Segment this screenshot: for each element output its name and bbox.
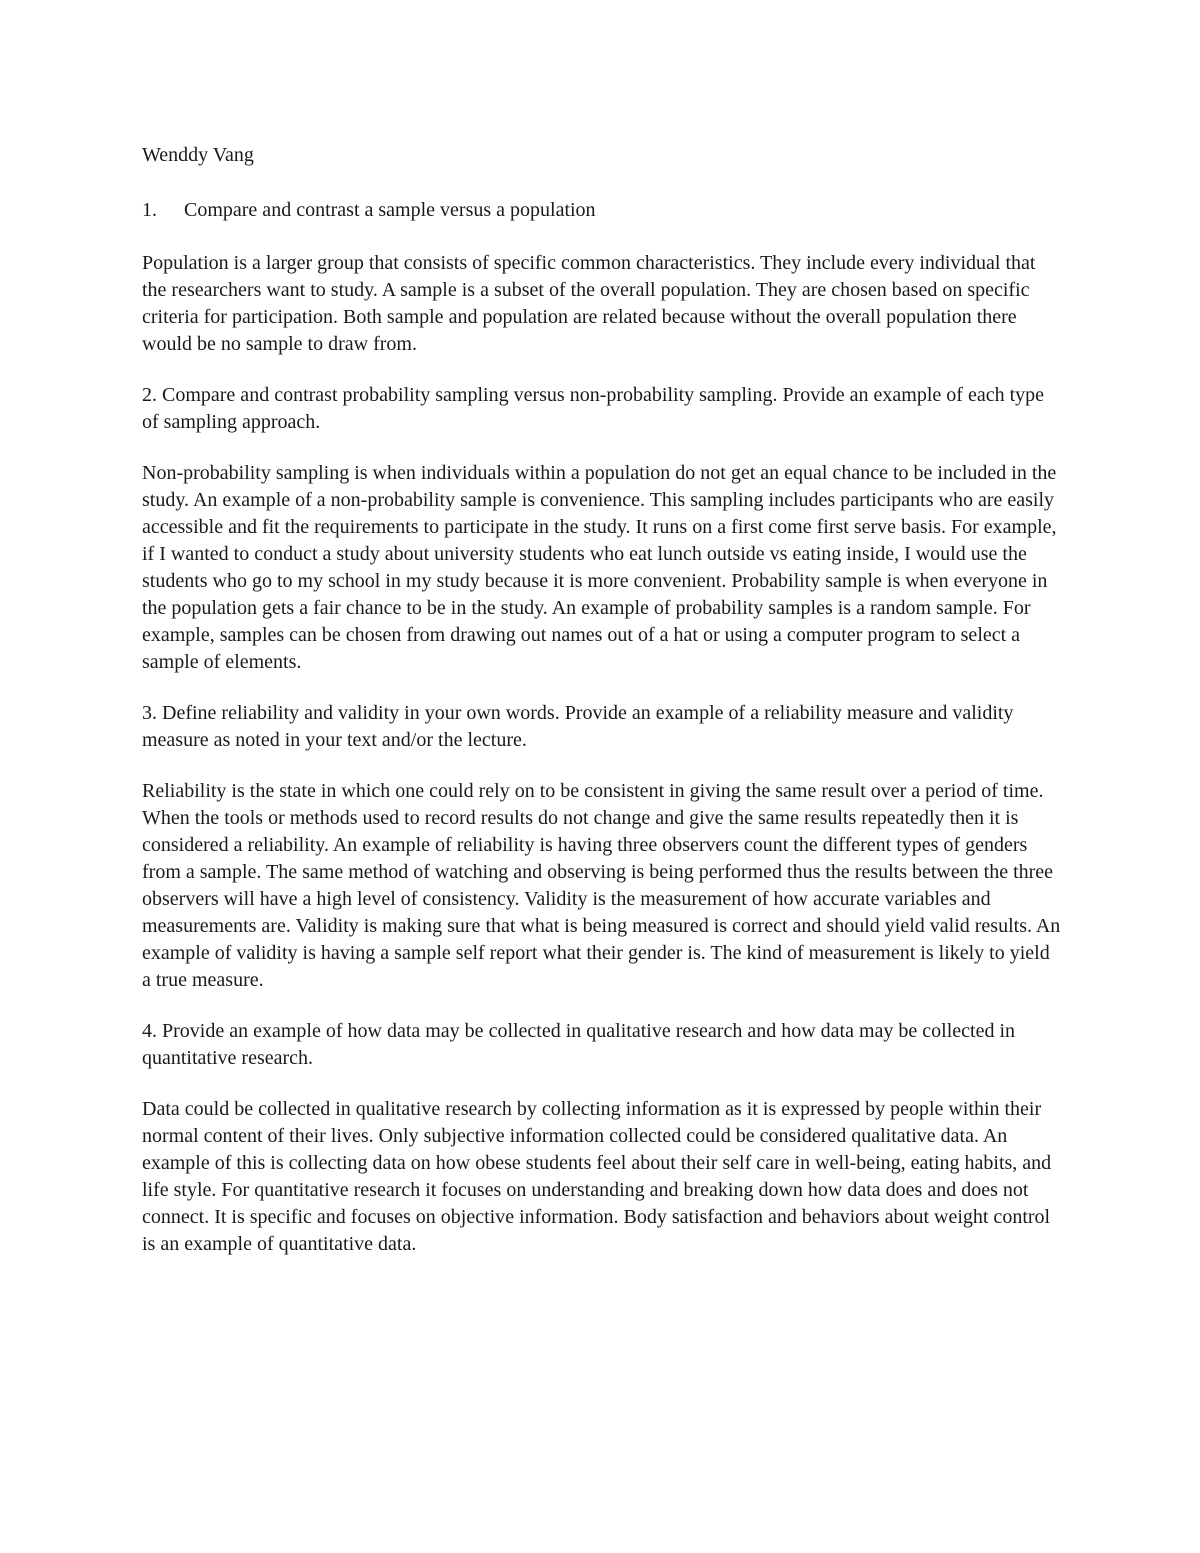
- question-3: 3. Define reliability and validity in your own words. Provide an example of a reliability measure and validity measure as noted in your text and/or the lecture.: [142, 702, 1014, 751]
- answer-4: Data could be collected in qualitative research by collecting information as it is expressed by people within their normal content of their lives. Only subjective information collected could be considered qualitative data. An example of this is collecting data on how obese students feel about their self care in well-being, eating habits, and life style. For quantitative research it focuses on understanding and breaking down how data does and does not connect. It is specific and focuses on objective information. Body satisfaction and behaviors about weight control is an example of quantitative data.: [142, 1098, 1052, 1255]
- answer-3: Reliability is the state in which one could rely on to be consistent in giving the same result over a period of time. When the tools or methods used to record results do not change and give the same results repeatedly then it is considered a reliability. An example of reliability is having three observers count the different types of genders from a sample. The same method of watching and observing is being performed thus the results between the three observers will have a high level of consistency. Validity is the measurement of how accurate variables and measurements are. Validity is making sure that what is being measured is correct and should yield valid results. An example of validity is having a sample self report what their gender is. The kind of measurement is likely to yield a true measure.: [142, 780, 1061, 991]
- question-1: [142, 197, 1062, 224]
- author-name: Wenddy Vang: [142, 144, 254, 166]
- answer-1: Population is a larger group that consists of specific common characteristics. They include every individual that the researchers want to study. A sample is a subset of the overall population. They are chosen based on specific criteria for participation. Both sample and population are related because without the overall population there would be no sample to draw from.: [142, 252, 1036, 355]
- answer-2: Non-probability sampling is when individuals within a population do not get an equal chance to be included in the study. An example of a non-probability sample is convenience. This sampling includes participants who are easily accessible and fit the requirements to participate in the study. It runs on a first come first serve basis. For example, if I wanted to conduct a study about university students who eat lunch outside vs eating inside, I would use the students who go to my school in my study because it is more convenient. Probability sample is when everyone in the population gets a fair chance to be in the study. An example of probability samples is a random sample. For example, samples can be chosen from drawing out names out of a hat or using a computer program to select a sample of elements.: [142, 462, 1057, 673]
- document-page: [142, 142, 1062, 1282]
- question-4: 4. Provide an example of how data may be collected in qualitative research and how data may be collected in quantitative research.: [142, 1020, 1015, 1069]
- question-1-text: Compare and contrast a sample versus a population: [184, 199, 596, 221]
- question-1-number: 1.: [142, 199, 157, 221]
- question-2: 2. Compare and contrast probability sampling versus non-probability sampling. Provide an example of each type of sampling approach.: [142, 384, 1045, 433]
